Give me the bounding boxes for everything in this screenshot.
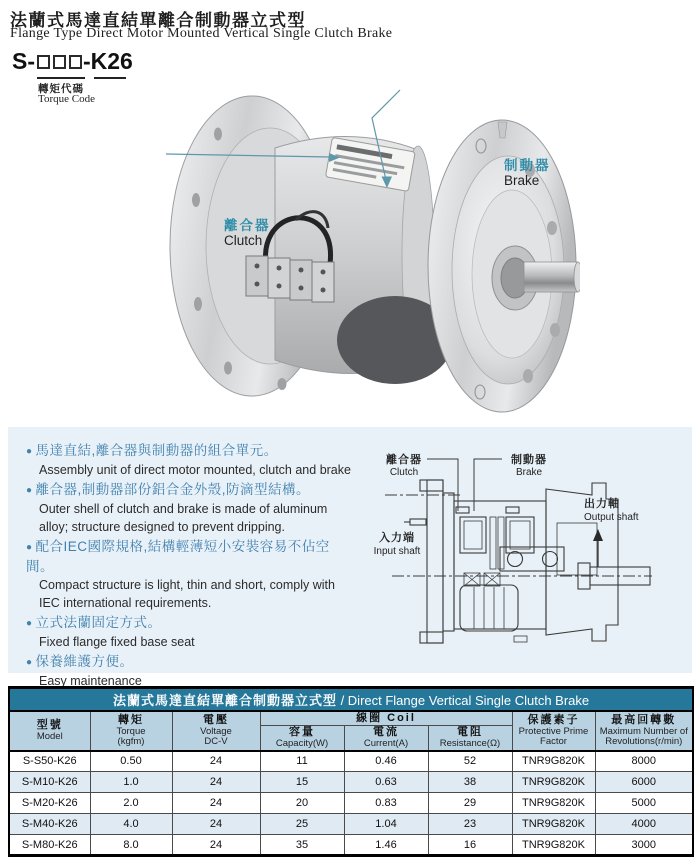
cell-model: S-S50-K26 — [9, 751, 90, 772]
diagram-brake-label-en: Brake — [515, 467, 543, 478]
model-code-suffix: -K26 — [83, 48, 133, 74]
cell-current: 1.46 — [344, 835, 428, 856]
page-title-zh: 法蘭式馬達直結單離合制動器立式型 — [10, 11, 306, 30]
cell-protective: TNR9G820K — [512, 751, 595, 772]
table-header-row — [9, 711, 693, 726]
feature-item — [26, 480, 356, 536]
terminal-block — [246, 256, 334, 302]
col-header-capacity: 容量 Capacity(W) — [260, 726, 344, 751]
feature-zh: ● 立式法蘭固定方式。 — [26, 615, 162, 630]
col-header-current: 電流 Current(A) — [344, 726, 428, 751]
table-row — [9, 751, 693, 772]
photo-label-clutch — [224, 218, 271, 248]
cell-current: 0.63 — [344, 772, 428, 793]
cell-voltage: 24 — [172, 814, 260, 835]
table-title-en: / Direct Flange Vertical Single Clutch Brake — [336, 692, 590, 708]
cell-capacity: 15 — [260, 772, 344, 793]
cell-protective: TNR9G820K — [512, 772, 595, 793]
cell-torque: 4.0 — [90, 814, 172, 835]
feature-zh: ● 保養維護方便。 — [26, 654, 134, 669]
cell-resistance: 38 — [428, 772, 512, 793]
feature-panel — [8, 427, 692, 688]
cell-torque: 1.0 — [90, 772, 172, 793]
cell-maxrev: 6000 — [595, 772, 693, 793]
page-title-en: Flange Type Direct Motor Mounted Vertical Single Clutch Brake — [10, 26, 393, 41]
cell-current: 0.46 — [344, 751, 428, 772]
brake-label-zh: 制動器 — [504, 158, 551, 173]
diagram-input-label-zh: 入力端 — [379, 532, 415, 544]
col-header-coil: 線圈 Coil — [260, 711, 512, 726]
product-photo — [100, 78, 580, 418]
table-title-zh: 法蘭式馬達直結單離合制動器立式型 — [112, 692, 337, 708]
feature-zh: ● 離合器,制動器部份鋁合金外殼,防滴型結構。 — [26, 482, 311, 497]
cell-capacity: 20 — [260, 793, 344, 814]
model-code-row — [12, 48, 133, 75]
col-header-torque: 轉矩 Torque (kgfm) — [90, 711, 172, 751]
cell-torque: 2.0 — [90, 793, 172, 814]
cell-voltage: 24 — [172, 772, 260, 793]
cell-protective: TNR9G820K — [512, 814, 595, 835]
diagram-input-label-en: Input shaft — [373, 546, 421, 557]
model-code-prefix: S- — [12, 48, 35, 74]
cell-resistance: 23 — [428, 814, 512, 835]
cell-voltage: 24 — [172, 835, 260, 856]
table-row — [9, 793, 693, 814]
feature-item — [26, 537, 356, 612]
cross-section-diagram-svg — [352, 435, 682, 665]
cell-model: S-M80-K26 — [9, 835, 90, 856]
cell-current: 1.04 — [344, 814, 428, 835]
photo-label-brake — [504, 158, 551, 188]
bullet-icon: ● — [26, 446, 33, 457]
cell-voltage: 24 — [172, 751, 260, 772]
cross-section-diagram — [352, 435, 686, 669]
cell-maxrev: 4000 — [595, 814, 693, 835]
clutch-label-zh: 離合器 — [224, 218, 271, 233]
cell-voltage: 24 — [172, 793, 260, 814]
feature-en: Outer shell of clutch and brake is made of aluminum alloy; structure designed to prevent dripping. — [39, 502, 328, 534]
cell-torque: 8.0 — [90, 835, 172, 856]
diagram-brake-label-zh: 制動器 — [511, 454, 547, 466]
cell-capacity: 25 — [260, 814, 344, 835]
table-row — [9, 835, 693, 856]
diagram-clutch-label-en: Clutch — [389, 467, 419, 478]
diagram-clutch-label-zh: 離合器 — [386, 454, 422, 466]
cell-resistance: 29 — [428, 793, 512, 814]
cell-capacity: 35 — [260, 835, 344, 856]
cell-protective: TNR9G820K — [512, 793, 595, 814]
cell-protective: TNR9G820K — [512, 835, 595, 856]
col-header-maxrev: 最高回轉數 Maximum Number of Revolutions(r/min) — [595, 711, 693, 751]
torque-code-box — [69, 55, 82, 69]
cell-model: S-M20-K26 — [9, 793, 90, 814]
feature-en: Fixed flange fixed base seat — [39, 635, 195, 649]
cell-current: 0.83 — [344, 793, 428, 814]
feature-en: Assembly unit of direct motor mounted, clutch and brake — [39, 463, 351, 477]
torque-code-label-zh: 轉矩代碼 — [38, 83, 84, 95]
cell-maxrev: 3000 — [595, 835, 693, 856]
cell-torque: 0.50 — [90, 751, 172, 772]
brake-label-en: Brake — [504, 173, 540, 188]
col-header-resistance: 電阻 Resistance(Ω) — [428, 726, 512, 751]
feature-list — [8, 427, 356, 690]
cell-model: S-M10-K26 — [9, 772, 90, 793]
product-photo-svg — [100, 78, 580, 418]
bullet-icon: ● — [26, 618, 33, 629]
bullet-icon: ● — [26, 542, 33, 553]
cell-maxrev: 5000 — [595, 793, 693, 814]
cell-maxrev: 8000 — [595, 751, 693, 772]
cell-capacity: 11 — [260, 751, 344, 772]
torque-code-label-en: Torque Code — [38, 93, 95, 105]
underline — [37, 77, 85, 79]
col-header-voltage: 電壓 Voltage DC-V — [172, 711, 260, 751]
bullet-icon: ● — [26, 485, 33, 496]
cell-resistance: 16 — [428, 835, 512, 856]
table-title-row — [9, 688, 693, 711]
clutch-label-en: Clutch — [224, 233, 263, 248]
torque-code-box — [53, 55, 66, 69]
bullet-icon: ● — [26, 657, 33, 668]
feature-item — [26, 441, 356, 479]
diagram-output-label-en: Output shaft — [584, 512, 639, 523]
col-header-protective: 保護素子 Protective Prime Factor — [512, 711, 595, 751]
cell-model: S-M40-K26 — [9, 814, 90, 835]
feature-en: Easy maintenance — [39, 674, 142, 688]
table-row — [9, 772, 693, 793]
feature-item — [26, 613, 356, 651]
feature-zh: ● 配合IEC國際規格,結構輕薄短小安裝容易不佔空間。 — [26, 539, 330, 574]
feature-en: Compact structure is light, thin and short, comply with IEC international requirements. — [39, 578, 335, 610]
torque-code-box — [37, 55, 50, 69]
spec-table — [8, 686, 694, 857]
table-row — [9, 814, 693, 835]
col-header-model: 型號 Model — [9, 711, 90, 751]
feature-item — [26, 652, 356, 690]
cell-resistance: 52 — [428, 751, 512, 772]
feature-zh: ● 馬達直結,離合器與制動器的組合單元。 — [26, 443, 278, 458]
table-title — [9, 688, 693, 711]
diagram-output-label-zh: 出力軸 — [584, 498, 620, 510]
